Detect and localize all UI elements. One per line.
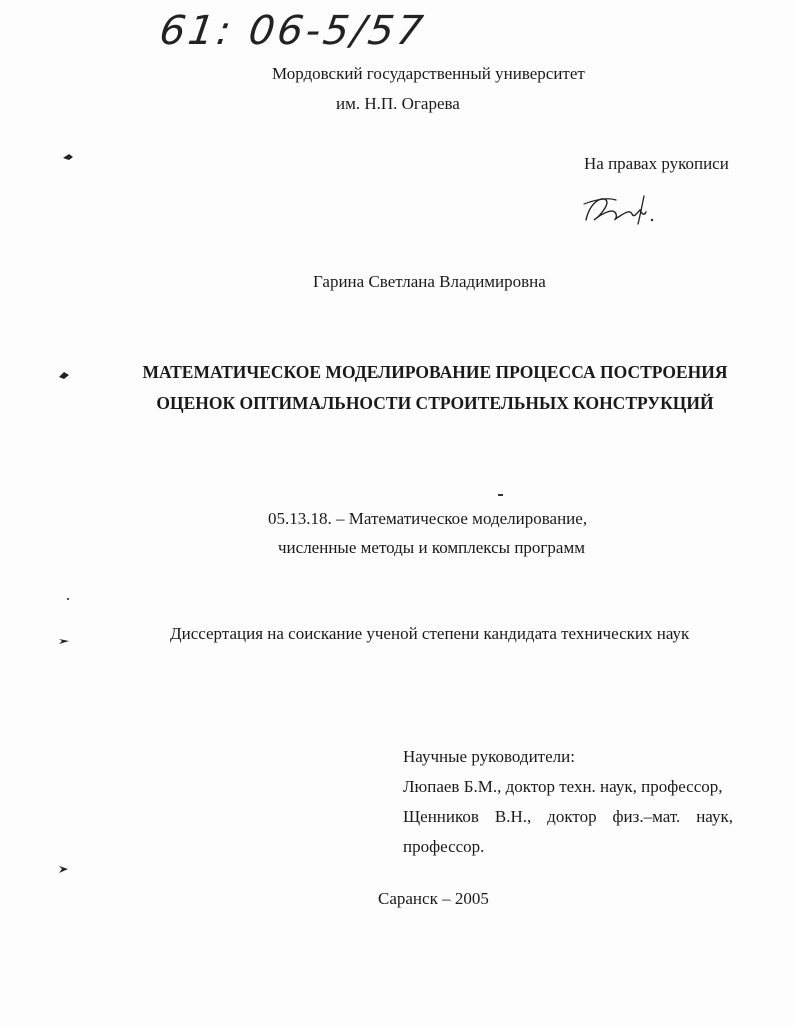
title-line-2: ОЦЕНОК ОПТИМАЛЬНОСТИ СТРОИТЕЛЬНЫХ КОНСТРУКЦИЙ (156, 393, 714, 413)
dissertation-title (130, 357, 740, 419)
specialty-line-2: численные методы и комплексы программ (278, 538, 585, 557)
supervisors-block (403, 742, 733, 862)
rights-notice: На правах рукописи (584, 154, 729, 173)
university-named-after: им. Н.П. Огарева (336, 94, 460, 113)
supervisor-2: Щенников В.Н., доктор физ.–мат. наук, (403, 807, 733, 826)
place-and-year: Саранск – 2005 (378, 889, 489, 908)
specialty-line-1: 05.13.18. – Математическое моделирование, (268, 509, 588, 528)
dissertation-degree: Диссертация на соискание ученой степени кандидата технических наук (170, 624, 690, 643)
margin-mark-icon (58, 370, 70, 380)
supervisor-2-continued: профессор. (403, 837, 485, 856)
margin-mark-icon (62, 152, 74, 162)
scan-artifact-dot (67, 598, 69, 600)
archive-code-handwritten: 61: 06-5/57 (156, 8, 429, 54)
margin-mark-icon (58, 636, 70, 646)
scan-artifact-dash (498, 494, 503, 496)
author-name: Гарина Светлана Владимировна (313, 272, 546, 291)
margin-mark-icon (58, 864, 70, 874)
title-line-1: МАТЕМАТИЧЕСКОЕ МОДЕЛИРОВАНИЕ ПРОЦЕССА ПОСТРОЕНИЯ (142, 362, 728, 382)
supervisor-1: Люпаев Б.М., доктор техн. наук, профессор, (403, 777, 723, 796)
signature-icon (580, 190, 670, 230)
university-name: Мордовский государственный университет (272, 64, 585, 83)
supervisors-heading: Научные руководители: (403, 747, 575, 766)
